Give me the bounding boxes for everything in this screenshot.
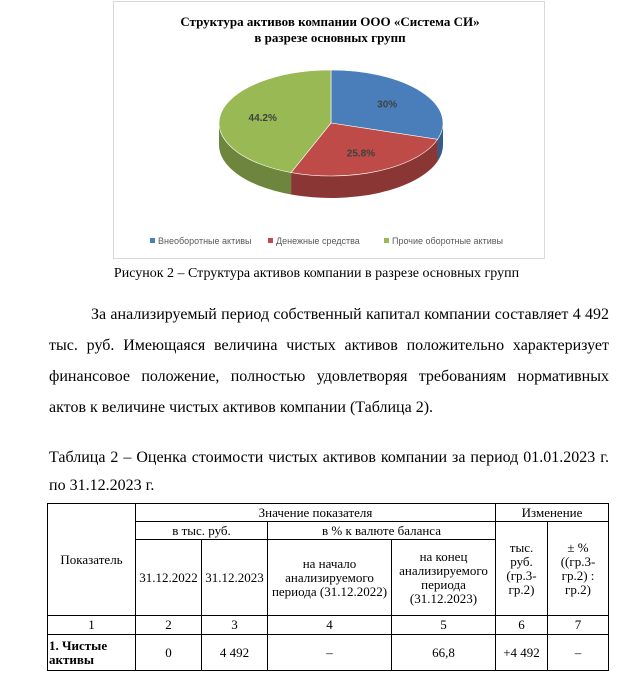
row-net-assets-pct-start: – [268,635,392,671]
table-title: Таблица 2 – Оценка стоимости чистых активов компании за период 01.01.2023 г. по 31.12.2023 г. [49,449,609,494]
col-num-2: 2 [136,616,202,635]
header-rub: в тыс. руб. [136,522,268,540]
header-change: Изменение [496,504,609,522]
col-num-7: 7 [548,616,609,635]
chart-title-line1: Структура активов компании ООО «Система СИ» [180,14,480,29]
legend-swatch-2 [268,238,273,243]
row-net-assets-change-rub: +4 492 [496,635,548,671]
header-date-2023: 31.12.2023 [202,540,268,616]
col-num-5: 5 [392,616,496,635]
header-indicator: Показатель [48,504,136,616]
row-net-assets-label: 1. Чистые активы [48,635,136,671]
header-value: Значение показателя [136,504,496,522]
col-num-4: 4 [268,616,392,635]
pie-data-label-2: 25.8% [346,148,376,160]
pie-slices [219,70,443,198]
header-period-start: на начало анализируемого периода (31.12.2022) [268,540,392,616]
net-assets-table [47,503,609,671]
pie-data-label-1: 30% [377,99,398,111]
pie-chart [113,1,545,259]
row-net-assets-pct-end: 66,8 [392,635,496,671]
chart-legend [150,236,503,246]
col-num-6: 6 [496,616,548,635]
legend-swatch-3 [384,238,389,243]
header-pct: в % к валюте баланса [268,522,496,540]
body-paragraph-text: За анализируемый период собственный капитал компании составляет 4 492 тыс. руб. Имеющаяся величина чистых активов положительно характеризует финансовое положение, полностью удовлетворяя требованиям нормативных актов к величине чистых активов компании (Таблица 2). [49,306,609,416]
header-date-2022: 31.12.2022 [136,540,202,616]
pie-chart-svg [114,2,546,260]
legend-label-2: Денежные средства [276,236,360,246]
figure-caption: Рисунок 2 – Структура активов компании в разрезе основных групп [113,266,520,281]
row-net-assets-2022: 0 [136,635,202,671]
pie-data-label-3: 44.2% [248,113,277,125]
col-num-1: 1 [48,616,136,635]
row-net-assets-2023: 4 492 [202,635,268,671]
header-change-rub: тыс. руб. (гр.3-гр.2) [496,522,548,616]
header-change-pct: ± % ((гр.3-гр.2) : гр.2) [548,522,609,616]
row-net-assets-change-pct: – [548,635,609,671]
body-paragraph [49,299,609,423]
header-period-end: на конец анализируемого периода (31.12.2023) [392,540,496,616]
legend-label-3: Прочие оборотные активы [392,236,503,246]
legend-swatch-1 [150,238,155,243]
col-num-3: 3 [202,616,268,635]
legend-label-1: Внеоборотные активы [158,236,252,246]
chart-title-line2: в разрезе основных групп [254,30,406,45]
